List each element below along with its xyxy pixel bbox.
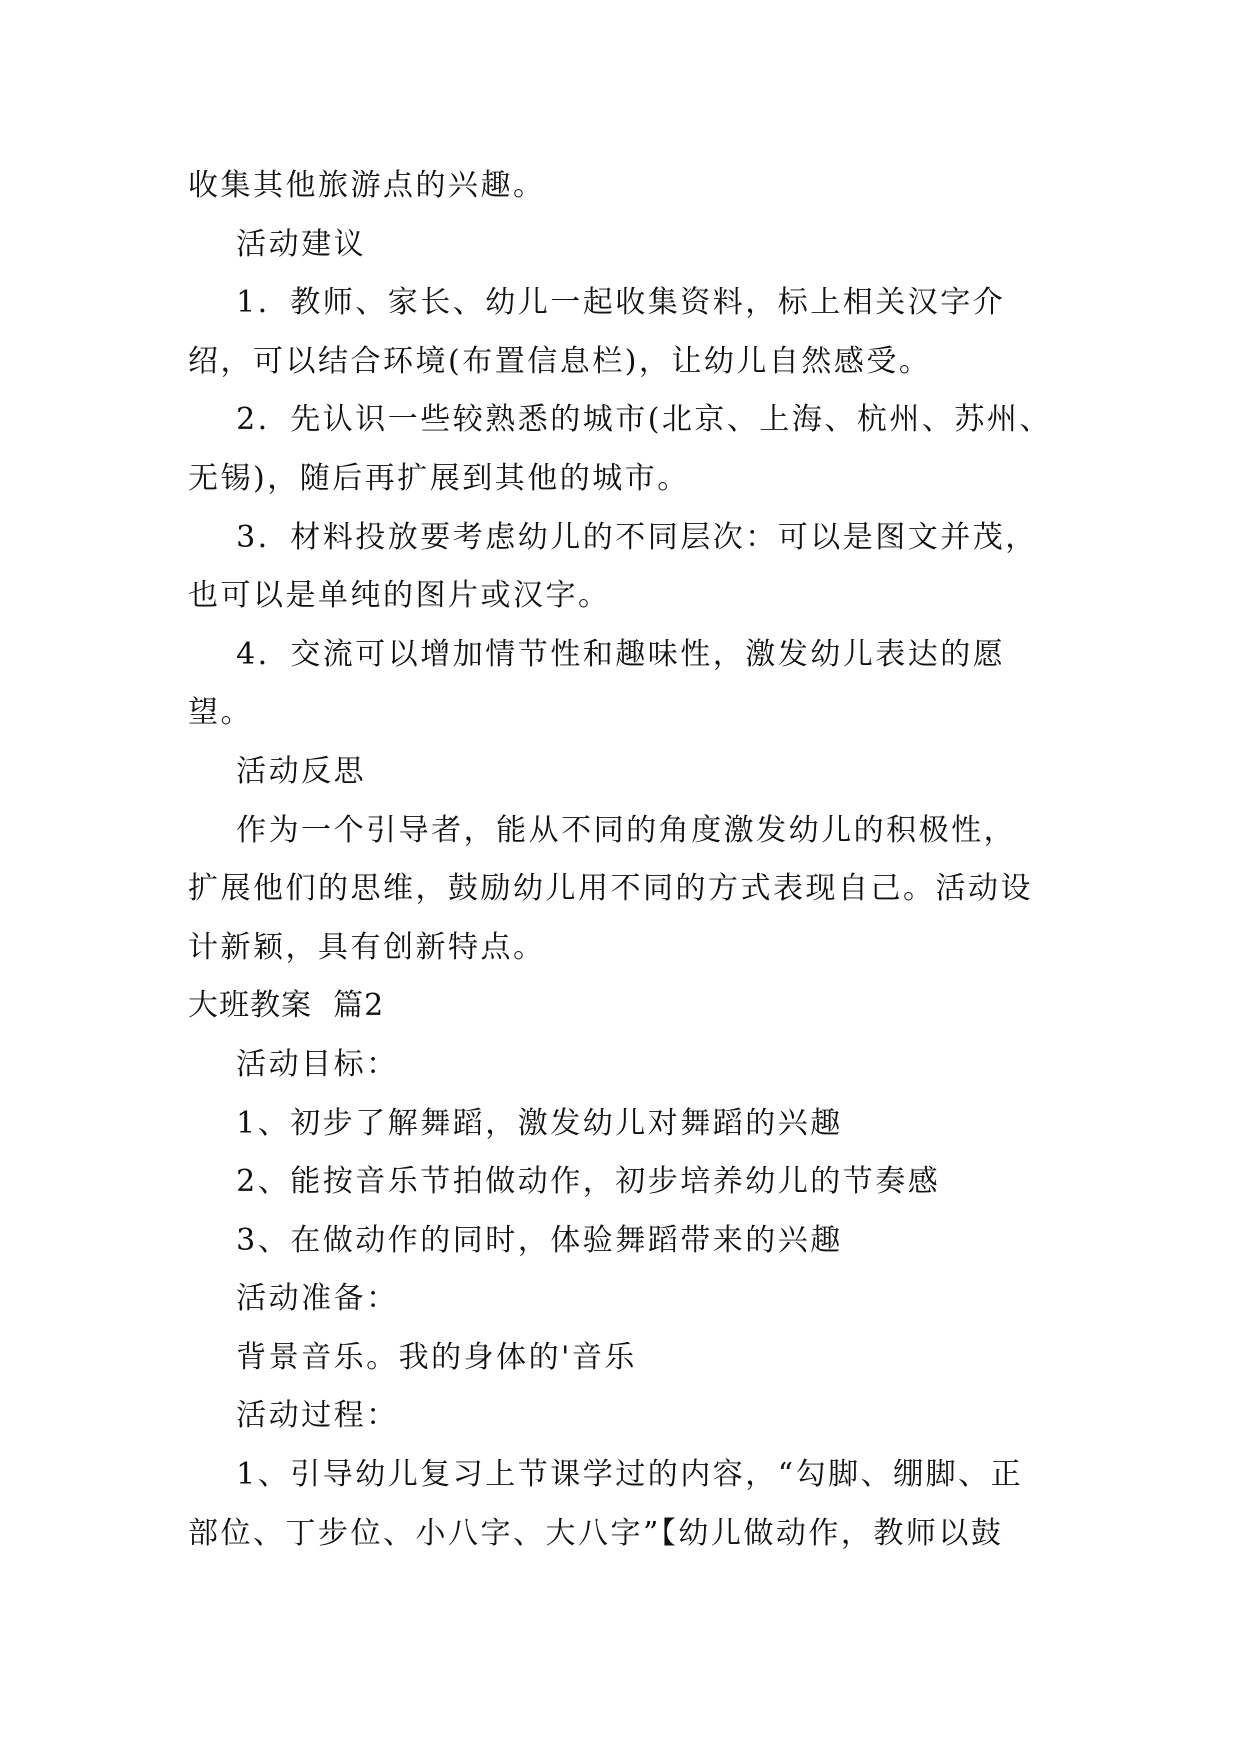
text-line: 也可以是单纯的图片或汉字。 <box>188 578 611 614</box>
text-line: 背景音乐。我的身体的'音乐 <box>188 1339 637 1375</box>
text-line: 绍，可以结合环境(布置信息栏)，让幼儿自然感受。 <box>188 343 932 379</box>
text-line: 望。 <box>188 695 253 731</box>
document-body <box>188 157 1050 1563</box>
text-line: 无锡)，随后再扩展到其他的城市。 <box>188 460 690 496</box>
text-line: 1、初步了解舞蹈，激发幼儿对舞蹈的兴趣 <box>188 1105 843 1141</box>
section-heading-activity-suggestions: 活动建议 <box>188 226 367 262</box>
text-line: 计新颖，具有创新特点。 <box>188 929 546 965</box>
text-line: 收集其他旅游点的兴趣。 <box>188 168 546 203</box>
section-heading-activity-reflection: 活动反思 <box>188 753 367 789</box>
text-line: 3．材料投放要考虑幼儿的不同层次：可以是图文并茂， <box>188 519 1038 555</box>
text-line: 1．教师、家长、幼儿一起收集资料，标上相关汉字介 <box>188 285 1006 321</box>
text-line: 作为一个引导者，能从不同的角度激发幼儿的积极性， <box>188 812 1017 848</box>
text-line: 扩展他们的思维，鼓励幼儿用不同的方式表现自己。活动设 <box>188 871 1033 907</box>
section-heading-activity-goals: 活动目标： <box>188 1046 399 1082</box>
text-line: 1、引导幼儿复习上节课学过的内容，“勾脚、绷脚、正 <box>188 1457 1024 1493</box>
text-line: 3、在做动作的同时，体验舞蹈带来的兴趣 <box>188 1222 843 1258</box>
text-line: 2．先认识一些较熟悉的城市(北京、上海、杭州、苏州、 <box>188 402 1052 438</box>
lesson-plan-title: 大班教案 篇2 <box>188 988 385 1024</box>
section-heading-activity-process: 活动过程： <box>188 1398 399 1434</box>
text-line: 2、能按音乐节拍做动作，初步培养幼儿的节奏感 <box>188 1164 941 1200</box>
text-line: 部位、丁步位、小八字、大八字”【幼儿做动作，教师以鼓 <box>188 1515 1004 1551</box>
text-line: 4．交流可以增加情节性和趣味性，激发幼儿表达的愿 <box>188 636 1006 672</box>
section-heading-activity-preparation: 活动准备： <box>188 1281 399 1317</box>
